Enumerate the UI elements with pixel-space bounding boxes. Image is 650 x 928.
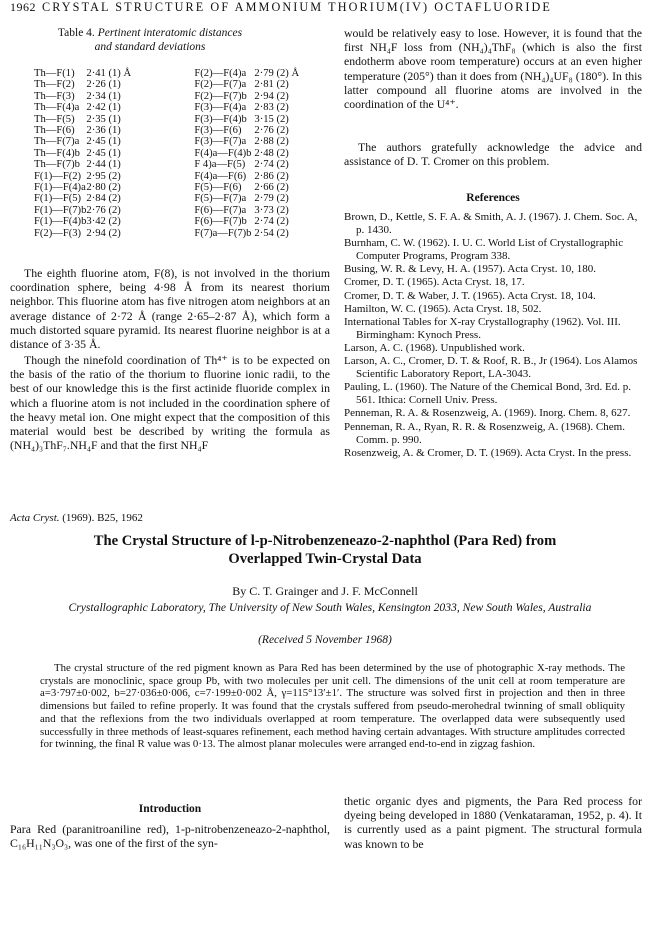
atom-pair-cell: Th—F(7)b [34, 159, 80, 171]
journal-reference [10, 512, 143, 524]
distance-cell: 2·88 (2) [254, 136, 289, 148]
atom-pair-cell: Th—F(4)b [34, 147, 80, 159]
introduction-text-right: thetic organic dyes and pigments, the Para Red process for dyeing being developed in 1880 (Venkataraman, 1952, p. 4). It is currently used as a paint pigment. The structural formula was known to be [344, 794, 642, 851]
atom-pair-cell: F(5)—F(7)a [194, 193, 247, 205]
paragraph-ninefold-coordination: Though the ninefold coordination of Th⁴⁺ is to be expected on the basis of the ratio of the thorium to fluorine ionic radii, to the best of our knowledge this is the first actinide fluoride complex in which a fluorine atom is not included in the coordination sphere of the heavy metal ion. One might expect that the composition of this material would best be described by writing the formula as (NH₄)₃ThF₇.NH₄F and that the first NH₄F [10, 353, 330, 453]
atom-pair-cell: Th—F(3) [34, 90, 75, 102]
paragraph-nh4f-loss: would be relatively easy to lose. However, it is found that the first NH₄F loss from (NH₄)₄ThF₈ (which is also the first endotherm above room temperature) occurs at an even higher temperature (205°) than it does from (NH₄)₄UF₈ (180°). In this latter compound all fluorine atoms are involved in the coordination of the U⁴⁺. [344, 26, 642, 112]
references-list [344, 211, 642, 460]
distance-cell: 2·41 (1) Å [86, 68, 132, 79]
table-row [34, 102, 314, 113]
atom-pair-cell: F(5)—F(6) [194, 182, 242, 194]
article-authors: By C. T. Grainger and J. F. McConnell [232, 584, 418, 598]
distance-cell: 2·74 (2) [254, 216, 289, 228]
received-date: (Received 5 November 1968) [258, 634, 392, 646]
table-row [34, 193, 314, 204]
reference-item: International Tables for X-ray Crystallography (1962). Vol. III. Birmingham: Kynoch Press. [344, 315, 621, 341]
table-caption [0, 26, 330, 54]
distance-cell: 2·79 (2) [254, 193, 289, 205]
table-row [34, 136, 314, 147]
distances-table [34, 68, 314, 239]
table-row [34, 159, 314, 170]
article-affiliation: Crystallographic Laboratory, The University of New South Wales, Kensington 2033, New South Wales, Australia [68, 601, 592, 614]
atom-pair-cell: F(4)a—F(6) [194, 170, 247, 182]
left-column [10, 26, 330, 453]
atom-pair-cell: F(1)—F(2) [34, 170, 82, 182]
introduction-heading: Introduction [138, 803, 202, 815]
references-heading: References [466, 192, 520, 204]
distance-cell: 2·94 (2) [254, 90, 289, 102]
table-row [34, 216, 314, 227]
table-row [34, 114, 314, 125]
distance-cell: 2·48 (2) [254, 147, 289, 159]
reference-item: Cromer, D. T. (1965). Acta Cryst. 18, 17. [344, 276, 525, 289]
table-row [34, 91, 314, 102]
distance-cell: 3·42 (2) [86, 216, 121, 228]
reference-item: Larson, A. C., Cromer, D. T. & Roof, R. B., Jr (1964). Los Alamos Scientific Laboratory Report, LA-3043. [344, 355, 638, 381]
distance-cell: 2·81 (2) [254, 79, 289, 91]
journal-citation: (1969). B25, 1962 [59, 512, 143, 524]
table-row [34, 205, 314, 216]
reference-item: Penneman, R. A. & Rosenzweig, A. (1969). Inorg. Chem. 8, 627. [344, 407, 631, 420]
distance-cell: 2·74 (2) [254, 159, 289, 171]
atom-pair-cell: F(1)—F(5) [34, 193, 82, 205]
atom-pair-cell: Th—F(2) [34, 79, 75, 91]
atom-pair-cell: F(3)—F(6) [194, 125, 242, 137]
table-row [34, 79, 314, 90]
atom-pair-cell: F(2)—F(4)a [194, 68, 247, 79]
table-row [34, 148, 314, 159]
article-title [30, 532, 620, 568]
atom-pair-cell: F(1)—F(4)b [34, 216, 87, 228]
distance-cell: 2·54 (2) [254, 227, 289, 239]
table-label: Table 4. [57, 27, 95, 39]
atom-pair-cell: F(3)—F(4)b [194, 113, 247, 125]
atom-pair-cell: F(6)—F(7)a [194, 204, 247, 216]
reference-item: Penneman, R. A., Ryan, R. R. & Rosenzweig, A. (1968). Chem. Comm. p. 990. [344, 420, 625, 446]
distance-cell: 2·34 (1) [86, 90, 121, 102]
atom-pair-cell: Th—F(7)a [34, 136, 80, 148]
paragraph-fluorine-f8: The eighth fluorine atom, F(8), is not involved in the thorium coordination sphere, being 4·98 Å from its nearest thorium neighbor. This fluorine atom has five nitrogen atom neighbors at an average distance of 2·72 Å (range 2·65–2·87 Å), which form a much distorted square pyramid. Its nearest fluorine neighbor is at a distance of 3·35 Å. [10, 266, 330, 352]
distance-cell: 2·45 (1) [86, 147, 121, 159]
atom-pair-cell: Th—F(5) [34, 113, 75, 125]
distance-cell: 2·84 (2) [86, 193, 121, 205]
table-row [34, 125, 314, 136]
atom-pair-cell: F 4)a—F(5) [194, 159, 246, 171]
distance-cell: 2·35 (1) [86, 113, 121, 125]
reference-item: Cromer, D. T. & Waber, J. T. (1965). Acta Cryst. 18, 104. [344, 289, 596, 302]
table-caption-line2: and standard deviations [94, 41, 206, 53]
journal-name: Acta Cryst. [10, 512, 60, 524]
reference-item: Busing, W. R. & Levy, H. A. (1957). Acta Cryst. 10, 180. [344, 263, 596, 276]
page-number: 1962 [10, 0, 36, 14]
reference-item: Burnham, C. W. (1962). I. U. C. World List of Crystallographic Computer Programs, Program 338. [344, 237, 624, 263]
article-title-line1: The Crystal Structure of l-p-Nitrobenzeneazo-2-naphthol (Para Red) from [93, 533, 557, 549]
atom-pair-cell: F(3)—F(4)a [194, 102, 247, 114]
distance-cell: 2·94 (2) [86, 227, 121, 239]
distance-cell: 2·45 (1) [86, 136, 121, 148]
distance-cell: 3·15 (2) [254, 113, 289, 125]
distance-cell: 2·26 (1) [86, 79, 121, 91]
atom-pair-cell: F(7)a—F(7)b [194, 227, 252, 239]
distance-cell: 2·44 (1) [86, 159, 121, 171]
reference-item: Rosenzweig, A. & Cromer, D. T. (1969). Acta Cryst. In the press. [344, 446, 632, 459]
abstract: The crystal structure of the red pigment known as Para Red has been determined by the use of photographic X-ray methods. The crystals are monoclinic, space group Pb, with two molecules per unit cell. The dimensions of the unit cell at room temperature are a=3·797±0·002, b=27·036±0·006, c=7·199±0·002 Å, γ=115°13′±1′. The structure was solved first in projection and then in three dimensions but failed to refine properly. It was found that the crystals suffered from pseudo-merohedral twinning of small obliquity and that the reflexions from the two individuals overlapped at room temperature. The overlapped data were subsequently used successfully in three methods of least-squares refinement, each method having certain advantages. With structure amplitudes corrected for twinning, the final R value was 0·13. The almost planar molecules were arranged end-to-end in zigzag fashion. [40, 662, 625, 751]
acknowledgement: The authors gratefully acknowledge the advice and assistance of D. T. Cromer on this problem. [344, 140, 642, 169]
table-row [34, 171, 314, 182]
article-title-line2: Overlapped Twin-Crystal Data [228, 551, 422, 567]
atom-pair-cell: F(1)—F(7)b [34, 204, 87, 216]
reference-item: Brown, D., Kettle, S. F. A. & Smith, A. J. (1967). J. Chem. Soc. A, p. 1430. [344, 211, 638, 237]
running-header [10, 0, 640, 16]
atom-pair-cell: F(6)—F(7)b [194, 216, 247, 228]
table-row [34, 182, 314, 193]
distance-cell: 2·83 (2) [254, 102, 289, 114]
atom-pair-cell: Th—F(6) [34, 125, 75, 137]
table-caption-line1: Pertinent interatomic distances [97, 27, 243, 39]
reference-item: Hamilton, W. C. (1965). Acta Cryst. 18, 502. [344, 302, 542, 315]
table-row [34, 228, 314, 239]
distance-cell: 2·42 (1) [86, 102, 121, 114]
atom-pair-cell: F(2)—F(7)b [194, 90, 247, 102]
distance-cell: 2·80 (2) [86, 182, 121, 194]
atom-pair-cell: F(2)—F(7)a [194, 79, 247, 91]
introduction-text-left: Para Red (paranitroaniline red), 1-p-nitrobenzeneazo-2-naphthol, C₁₆H₁₁N₃O₃, was one of the first of the syn- [10, 822, 330, 851]
table-row [34, 68, 314, 79]
running-title: CRYSTAL STRUCTURE OF AMMONIUM THORIUM(IV) OCTAFLUORIDE [42, 0, 552, 14]
distance-cell: 2·36 (1) [86, 125, 121, 137]
atom-pair-cell: F(2)—F(3) [34, 227, 82, 239]
atom-pair-cell: F(3)—F(7)a [194, 136, 247, 148]
distance-cell: 2·95 (2) [86, 170, 121, 182]
atom-pair-cell: F(1)—F(4)a [34, 182, 86, 194]
reference-item: Larson, A. C. (1968). Unpublished work. [344, 341, 525, 354]
atom-pair-cell: Th—F(1) [34, 68, 75, 79]
distance-cell: 2·86 (2) [254, 170, 289, 182]
reference-item: Pauling, L. (1960). The Nature of the Chemical Bond, 3rd. Ed. p. 561. Ithica: Cornell Univ. Press. [344, 381, 631, 407]
distance-cell: 3·73 (2) [254, 204, 289, 216]
distance-cell: 2·76 (2) [254, 125, 289, 137]
atom-pair-cell: F(4)a—F(4)b [194, 147, 252, 159]
distance-cell: 2·76 (2) [86, 204, 121, 216]
distance-cell: 2·79 (2) Å [254, 68, 300, 79]
atom-pair-cell: Th—F(4)a [34, 102, 80, 114]
distance-cell: 2·66 (2) [254, 182, 289, 194]
